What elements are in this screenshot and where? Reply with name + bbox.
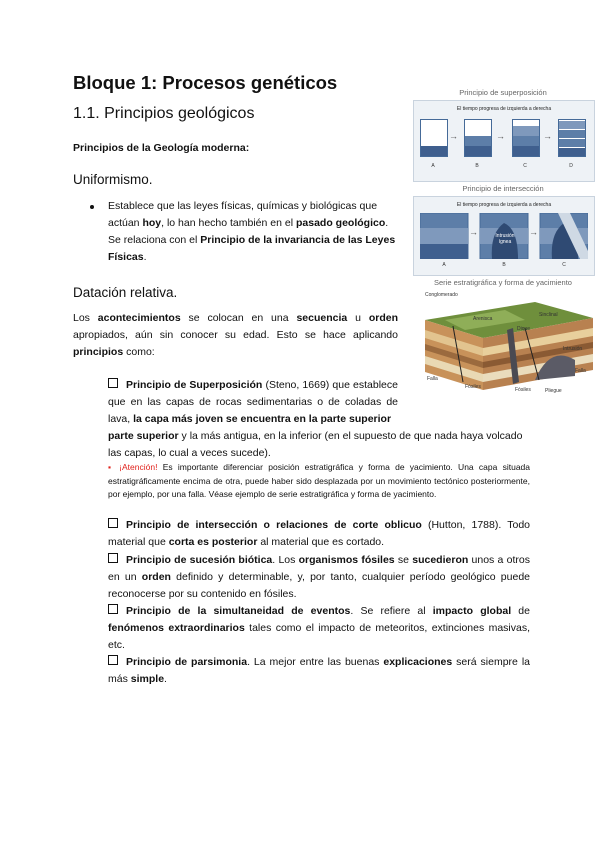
panel-d (558, 119, 586, 157)
fig-superposicion-caption: Principio de superposición (459, 88, 547, 97)
label-dique: Dique (517, 326, 531, 332)
principle-parsimonia: Principio de parsimonia. La mejor entre las buenas explicaciones será siempre la más simple. (108, 656, 530, 685)
label-fosiles: Fósiles (465, 384, 481, 390)
fig-interseccion-caption: Principio de intersección (462, 184, 544, 193)
arrow-icon: → (543, 131, 552, 141)
arrow-icon: → (496, 131, 505, 141)
fig-interseccion (413, 196, 595, 276)
panel-b (464, 119, 492, 157)
label-falla-2: Falla (575, 368, 586, 374)
label-pliegue: Pliegue (545, 388, 562, 394)
bullet-dot (90, 205, 94, 209)
subheading: Principios de la Geología moderna: (73, 142, 250, 154)
fig-superposicion-header: El tiempo progresa de izquierda a derecha (456, 106, 552, 112)
uniformismo-heading: Uniformismo. (73, 172, 153, 187)
principle-superposicion-cont: parte superior y la más antigua, en la inferior (en el supuesto de que nada haya volcado las capas, lo cual a veces sucede). (108, 430, 523, 459)
label-falla: Falla (427, 376, 438, 382)
label-fosiles-2: Fósiles (515, 387, 531, 393)
panel-label-b: B (502, 262, 506, 268)
panel-label-a: A (431, 163, 435, 169)
label-intrusion: Intrusión (563, 346, 583, 352)
attention-note: ▪ ¡Atención! Es importante diferenciar posición estratigráfica y forma de yacimiento. Una capa situada estratigráficamente encima de otra, puede haber sido desplazada por un movimiento tectónico posteriormente, por ejemplo, por una falla. Véase ejemplo de serie estratigráfica y forma de yacimiento. (108, 462, 530, 499)
arrow-icon: → (449, 131, 458, 141)
panel-label-a: A (442, 262, 446, 268)
datacion-paragraph: Los acontecimientos se colocan en una secuencia u orden apropiados, aún sin conocer su edad. Esto se hace aplicando principios como: (73, 312, 398, 358)
fig-serie-caption: Serie estratigráfica y forma de yacimiento (434, 278, 572, 287)
label-arenisca: Arenisca (473, 316, 493, 322)
principle-interseccion: Principio de intersección o relaciones de corte oblicuo (Hutton, 1788). Todo material que corta es posterior al material que es cortado. (108, 519, 531, 548)
checkbox-icon (108, 553, 118, 563)
arrow-icon: → (529, 227, 538, 237)
panel-label-d: D (569, 163, 573, 169)
checkbox-icon (108, 518, 118, 528)
label-sinclinal: Sinclinal (539, 312, 558, 318)
section-title: 1.1. Principios geológicos (73, 105, 255, 122)
datacion-heading: Datación relativa. (73, 285, 178, 300)
principle-simultaneidad: Principio de la simultaneidad de eventos. Se refiere al impacto global de fenómenos extraordinarios tales como el impacto de meteoritos, extinciones masivas, etc. (108, 605, 531, 651)
principle-sucesion: Principio de sucesión biótica. Los organismos fósiles se sucedieron unos a otros en un orden definido y determinable, y, por tanto, cualquier período geológico puede reconocerse por su contenido en fósiles. (108, 554, 530, 600)
checkbox-icon (108, 378, 118, 388)
uniformismo-paragraph: Establece que las leyes físicas, químicas y biológicas que actúan hoy, lo han hecho también en el pasado geológico. Se relaciona con el Principio de la invariancia de las Leyes Físicas. (108, 200, 396, 263)
principle-superposicion: Principio de Superposición (Steno, 1669) que establece que en las capas de rocas sedimentarias o de coladas de lava, la capa más joven se encuentra en la parte superior (108, 379, 398, 425)
serie-block-diagram (415, 290, 595, 400)
page-title: Bloque 1: Procesos genéticos (73, 72, 338, 93)
panel-label-b: B (475, 163, 479, 169)
panel-a (420, 119, 448, 157)
panel-c (512, 119, 540, 157)
checkbox-icon (108, 655, 118, 665)
checkbox-icon (108, 604, 118, 614)
arrow-icon: → (469, 227, 478, 237)
fig-superposicion (413, 100, 595, 182)
panel-label-c: C (523, 163, 527, 169)
intrusion-label: Intrusión ígnea (495, 233, 515, 245)
panel-label-c: C (562, 262, 566, 268)
fig-serie (415, 290, 595, 400)
fig-interseccion-header: El tiempo progresa de izquierda a derecha (456, 202, 552, 208)
label-conglomerado: Conglomerado (425, 292, 458, 298)
